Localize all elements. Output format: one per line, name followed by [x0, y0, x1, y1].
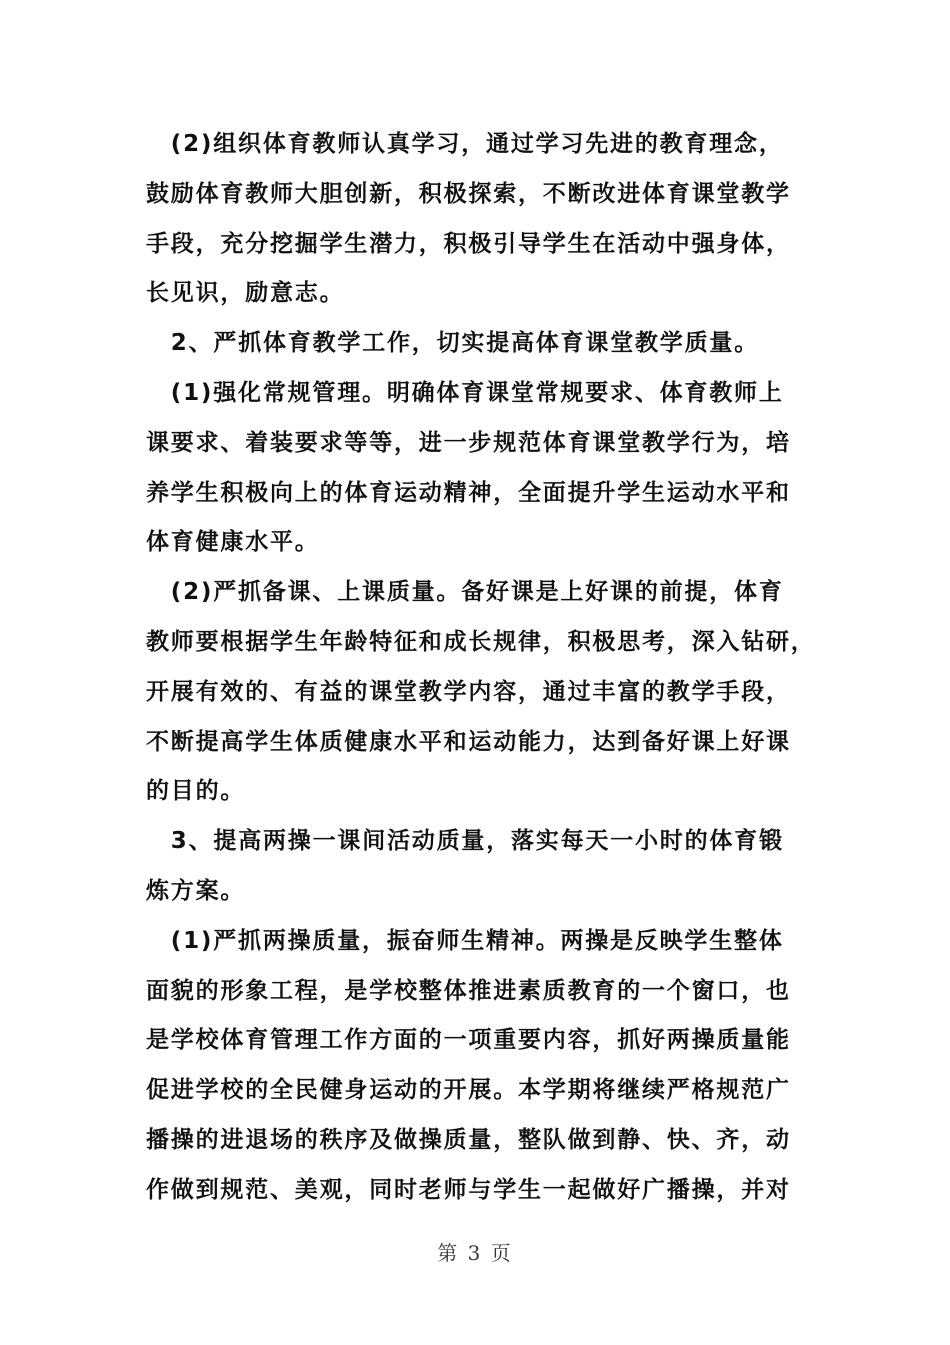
text-line: 是学校体育管理工作方面的一项重要内容，抓好两操质量能	[146, 1027, 791, 1054]
text-line: 作做到规范、美观，同时老师与学生一起做好广播操，并对	[146, 1176, 791, 1203]
text-line: 长见识，励意志。	[146, 280, 345, 307]
text-line: 炼方案。	[146, 877, 246, 904]
text-line: 教师要根据学生年龄特征和成长规律，积极思考，深入钻研，	[146, 628, 816, 655]
text-line: 鼓励体育教师大胆创新，积极探索，不断改进体育课堂教学	[146, 180, 791, 207]
text-line: 不断提高学生体质健康水平和运动能力，达到备好课上好课	[146, 728, 791, 755]
text-line: 面貌的形象工程，是学校整体推进素质教育的一个窗口，也	[146, 977, 791, 1004]
text-line: 手段，充分挖掘学生潜力，积极引导学生在活动中强身体，	[146, 230, 791, 257]
text-line: (1)严抓两操质量，振奋师生精神。两操是反映学生整体	[146, 927, 784, 954]
text-line: 促进学校的全民健身运动的开展。本学期将继续严格规范广	[146, 1077, 791, 1104]
section-heading: 3、提高两操一课间活动质量，落实每天一小时的体育锻	[146, 828, 784, 855]
text-line: (1)强化常规管理。明确体育课堂常规要求、体育教师上	[146, 379, 784, 406]
text-line: (2)组织体育教师认真学习，通过学习先进的教育理念，	[146, 131, 784, 157]
text-line: (2)严抓备课、上课质量。备好课是上好课的前提，体育	[146, 579, 784, 606]
text-line: 课要求、着装要求等等，进一步规范体育课堂教学行为，培	[146, 429, 791, 456]
text-line: 播操的进退场的秩序及做操质量，整队做到静、快、齐，动	[146, 1126, 791, 1153]
text-line: 养学生积极向上的体育运动精神，全面提升学生运动水平和	[146, 479, 791, 506]
body-text	[146, 120, 816, 1216]
text-line: 开展有效的、有益的课堂教学内容，通过丰富的教学手段，	[146, 678, 791, 705]
page-number: 第 3 页	[437, 1241, 513, 1265]
section-heading: 2、严抓体育教学工作，切实提高体育课堂教学质量。	[146, 330, 760, 357]
text-line: 体育健康水平。	[146, 529, 320, 556]
text-line: 的目的。	[146, 778, 246, 805]
